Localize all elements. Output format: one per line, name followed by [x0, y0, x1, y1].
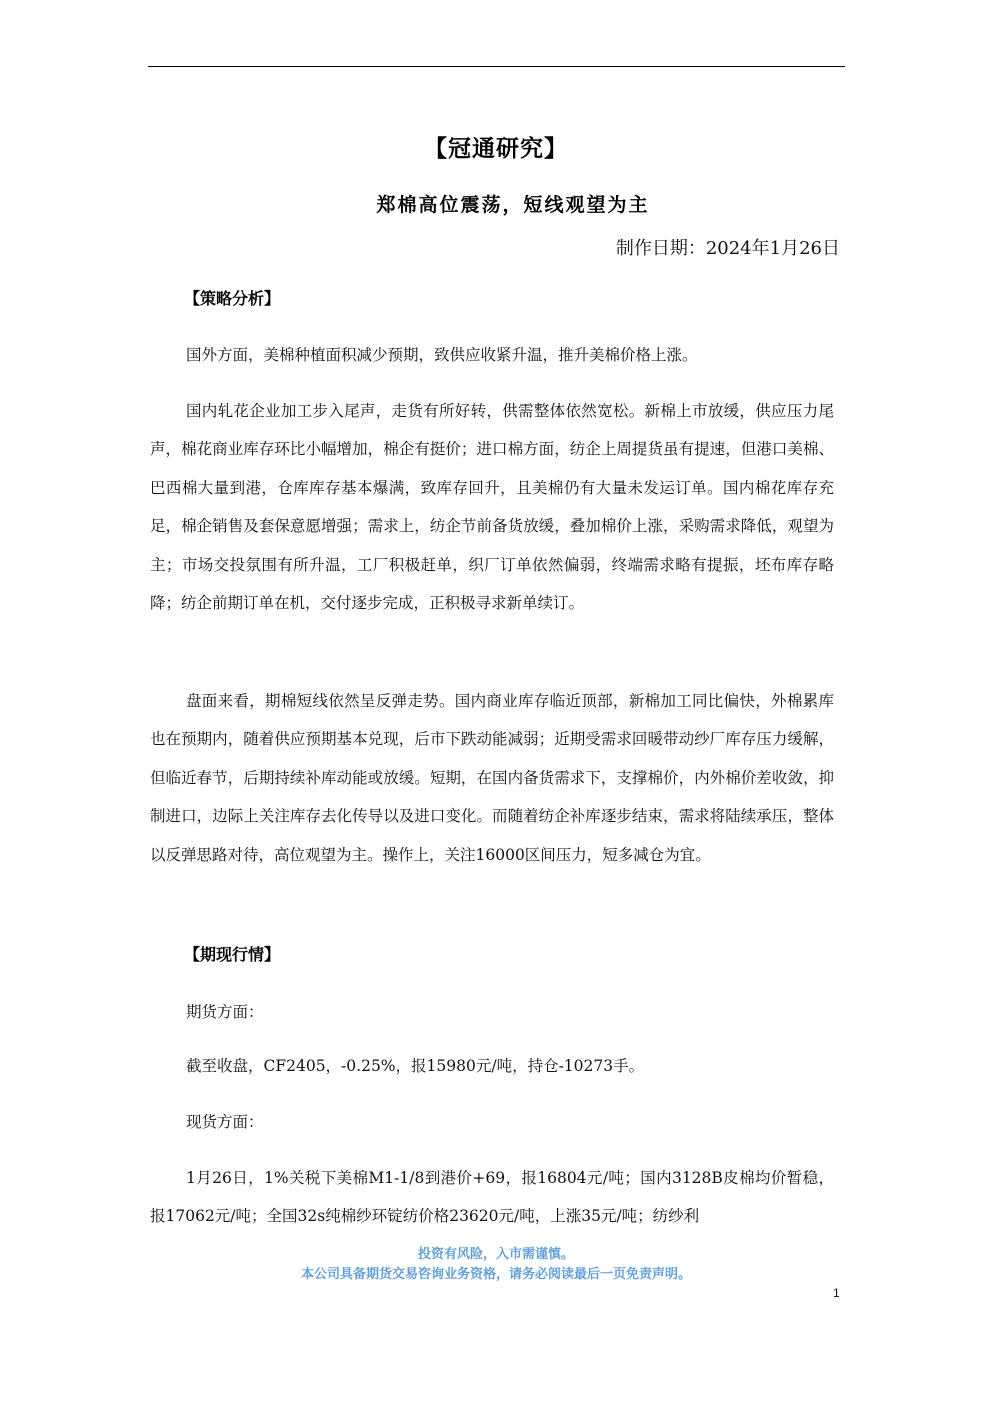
section-title-strategy: 【策略分析】 — [184, 289, 281, 308]
risk-notice: 投资有风险，入市需谨慎。 — [417, 1247, 574, 1262]
section-title-market: 【期现行情】 — [184, 945, 281, 964]
strategy-paragraph-domestic: 国内轧花企业加工步入尾声，走货有所好转，供需整体依然宽松。新棉上市放缓，供应压力尾声，棉花商业库存环比小幅增加，棉企有挺价；进口棉方面，纺企上周提货虽有提速，但港口美棉、巴西棉大量到港，仓库库存基本爆满，致库存回升，且美棉仍有大量未发运订单。国内棉花库存充足，棉企销售及套保意愿增强；需求上，纺企节前备货放缓，叠加棉价上涨，采购需求降低，观望为主；市场交投氛围有所升温，工厂积极赶单，织厂订单依然偏弱，终端需求略有提振，坯布库存略降；纺企前期订单在机，交付逐步完成，正积极寻求新单续订。 — [150, 402, 834, 613]
strategy-paragraph-overseas: 国外方面，美棉种植面积减少预期，致供应收紧升温，推升美棉价格上涨。 — [186, 346, 698, 364]
report-date: 制作日期：2024年1月26日 — [615, 238, 840, 259]
brand-title: 【冠通研究】 — [424, 135, 568, 162]
strategy-paragraph-outlook: 盘面来看，期棉短线依然呈反弹走势。国内商业库存临近顶部，新棉加工同比偏快，外棉累库也在预期内，随着供应预期基本兑现，后市下跌动能减弱；近期受需求回暖带动纱厂库存压力缓解，但临近春节，后期持续补库动能或放缓。短期，在国内备货需求下，支撑棉价，内外棉价差收敛，抑制进口，边际上关注库存去化传导以及进口变化。而随着纺企补库逐步结束，需求将陆续承压，整体以反弹思路对待，高位观望为主。操作上，关注16000区间压力，短多减仓为宜。 — [150, 692, 834, 864]
qualification-notice: 本公司具备期货交易咨询业务资格，请务必阅读最后一页免责声明。 — [300, 1267, 691, 1282]
spot-label: 现货方面： — [186, 1113, 264, 1131]
header-rule — [148, 66, 845, 67]
futures-text: 截至收盘，CF2405，-0.25%，报15980元/吨，持仓-10273手。 — [186, 1057, 645, 1075]
footer-disclaimer — [0, 1245, 992, 1285]
spot-text: 1月26日，1%关税下美棉M1-1/8到港价+69，报16804元/吨；国内3128B皮棉均价暂稳，报17062元/吨；全国32s纯棉纱环锭纺价格23620元/吨，上涨35元/吨；纺纱利 — [150, 1169, 834, 1226]
futures-label: 期货方面： — [186, 1003, 264, 1021]
page-number: 1 — [833, 1286, 840, 1300]
report-headline: 郑棉高位震荡，短线观望为主 — [376, 194, 650, 216]
